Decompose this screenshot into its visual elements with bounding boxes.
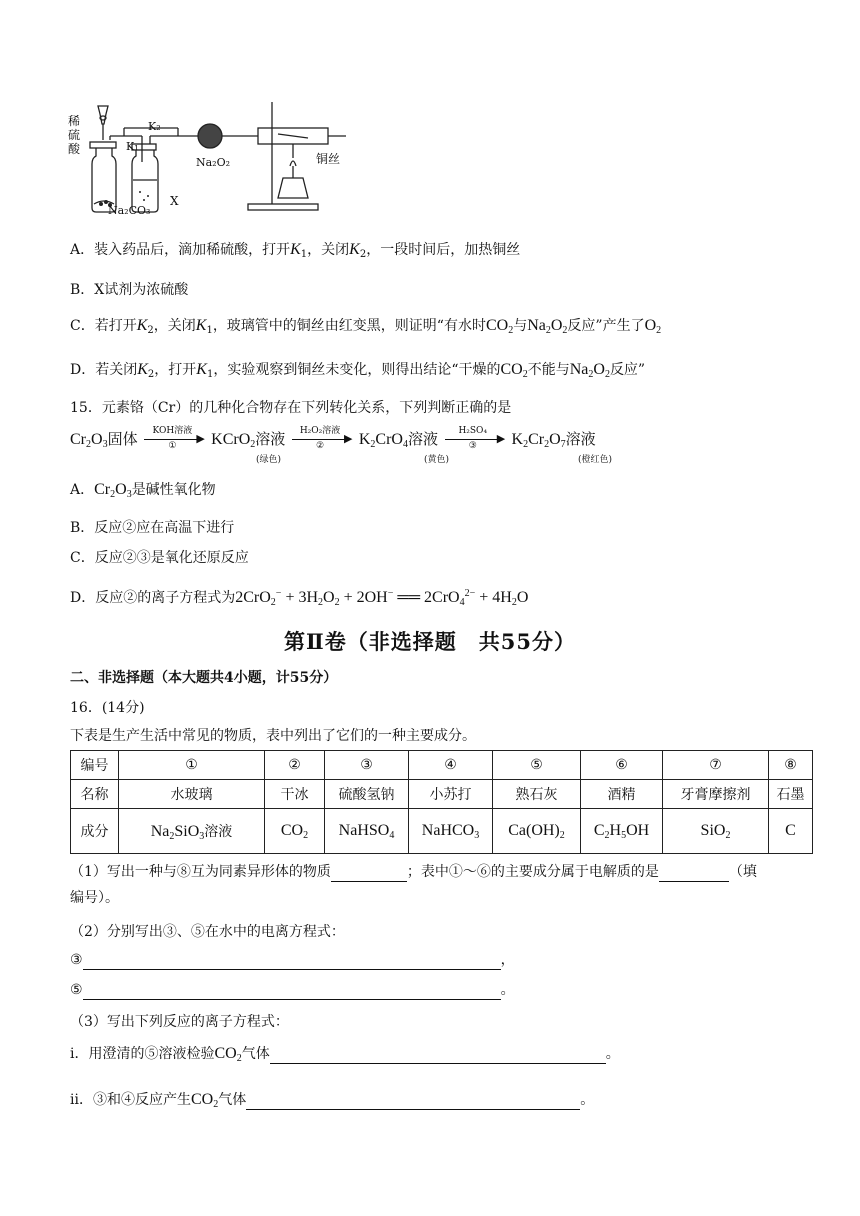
substances-table xyxy=(70,750,813,854)
table-row-ids: 编号 ① ② ③ ④ ⑤ ⑥ ⑦ ⑧ xyxy=(71,751,813,780)
q16-part2: （2）分别写出③、⑤在水中的电离方程式： xyxy=(70,924,345,940)
dilute-acid-label: 稀硫酸 xyxy=(68,114,81,156)
reaction-arrow-1: KOH溶液 ▶ ① xyxy=(142,426,206,454)
row-header-id: 编号 xyxy=(71,751,119,780)
answer-blank-1a[interactable] xyxy=(331,865,407,882)
x-label: X xyxy=(170,194,179,208)
q15-option-b: B．反应②应在高温下进行 xyxy=(70,520,235,536)
q16-part3: （3）写出下列反应的离子方程式： xyxy=(70,1014,289,1030)
k1-label: K₁ xyxy=(126,140,139,153)
q16-intro: 下表是生产生活中常见的物质，表中列出了它们的一种主要成分。 xyxy=(70,728,476,744)
answer-blank-2b[interactable] xyxy=(83,983,501,1000)
q16-number: 16．(14分) xyxy=(70,700,145,716)
q16-part2-line1: ③ ， xyxy=(70,952,515,968)
copper-wire-label: 铜丝 xyxy=(316,152,341,166)
table-row-composition: 成分 $Na_2SiO_3$溶液 $CO_2$ NaHSO$_4$ NaHCO$_3$ $Ca(OH)_2$ $C_2H_5OH$ SiO$_2$ C xyxy=(71,809,813,854)
q16-part1-cont: 编号）。 xyxy=(70,890,119,906)
answer-blank-1b[interactable] xyxy=(659,865,729,882)
q16-part3-ii: ⅱ．③和④反应产生$CO_2$气体 。 xyxy=(70,1091,595,1110)
section-title: 第Ⅱ卷（非选择题 共55分） xyxy=(284,629,576,654)
q16-part1: （1）写出一种与⑧互为同素异形体的物质 ；表中①～⑥的主要成分属于电解质的是 （填 xyxy=(70,864,757,880)
table-row-names: 名称 水玻璃 干冰 硫酸氢钠 小苏打 熟石灰 酒精 牙膏摩擦剂 石墨 xyxy=(71,780,813,809)
color-orange-label: (橙红色) xyxy=(578,455,613,465)
section-subtitle: 二、非选择题（本大题共4小题，计55分） xyxy=(70,670,338,686)
q14-option-d: D．若关闭$K_2$，打开$K_1$，实验观察到铜丝未变化，则得出结论“干燥的$CO_2$不能与$Na_2O_2$反应” xyxy=(70,361,646,380)
na2co3-label: Na₂CO₃ xyxy=(108,204,151,217)
color-yellow-label: (黄色) xyxy=(424,455,450,465)
reaction-arrow-2: H₂O₂溶液 ▶ ② xyxy=(290,426,354,454)
row-header-name: 名称 xyxy=(71,780,119,809)
q15-transformation-chain: $Cr_2O_3$固体 KOH溶液 ▶ ① KCrO$_2$溶液 H₂O₂溶液 ▶ ② $K_2CrO_4$溶液 H₂SO₄ ▶ ③ $K_2Cr_2O_7$溶液 xyxy=(70,426,596,466)
color-green-label: (绿色) xyxy=(256,455,282,465)
na2o2-label: Na₂O₂ xyxy=(196,156,231,169)
q16-part2-line2: ⑤ 。 xyxy=(70,982,515,998)
q15-option-c: C．反应②③是氧化还原反应 xyxy=(70,550,249,566)
q14-option-a: A．装入药品后，滴加稀硫酸，打开$K_1$，关闭$K_2$，一段时间后，加热铜丝 xyxy=(70,241,521,260)
answer-blank-3ii[interactable] xyxy=(246,1093,580,1110)
reaction-arrow-3: H₂SO₄ ▶ ③ xyxy=(443,426,507,454)
apparatus-figure xyxy=(68,100,358,222)
answer-blank-2a[interactable] xyxy=(83,953,501,970)
q14-option-c: C．若打开$K_2$，关闭$K_1$，玻璃管中的铜丝由红变黑，则证明“有水时$CO_2$与$Na_2O_2$反应”产生了$O_2$ xyxy=(70,317,662,336)
k2-label: K₂ xyxy=(148,120,161,133)
q16-part3-i: ⅰ．用澄清的⑤溶液检验$CO_2$气体 。 xyxy=(70,1045,620,1064)
q15-option-a: A．$Cr_2O_3$是碱性氧化物 xyxy=(70,481,216,500)
q15-option-d: D．反应②的离子方程式为$2CrO_2^- + 3H_2O_2 + 2OH^-$ ══ $2CrO_4^{2-} + 4H_2O$ xyxy=(70,588,529,608)
answer-blank-3i[interactable] xyxy=(270,1047,606,1064)
q15-stem: 15．元素铬（Cr）的几种化合物存在下列转化关系，下列判断正确的是 xyxy=(70,400,512,416)
q14-option-b: B．X试剂为浓硫酸 xyxy=(70,282,189,298)
row-header-composition: 成分 xyxy=(71,809,119,854)
